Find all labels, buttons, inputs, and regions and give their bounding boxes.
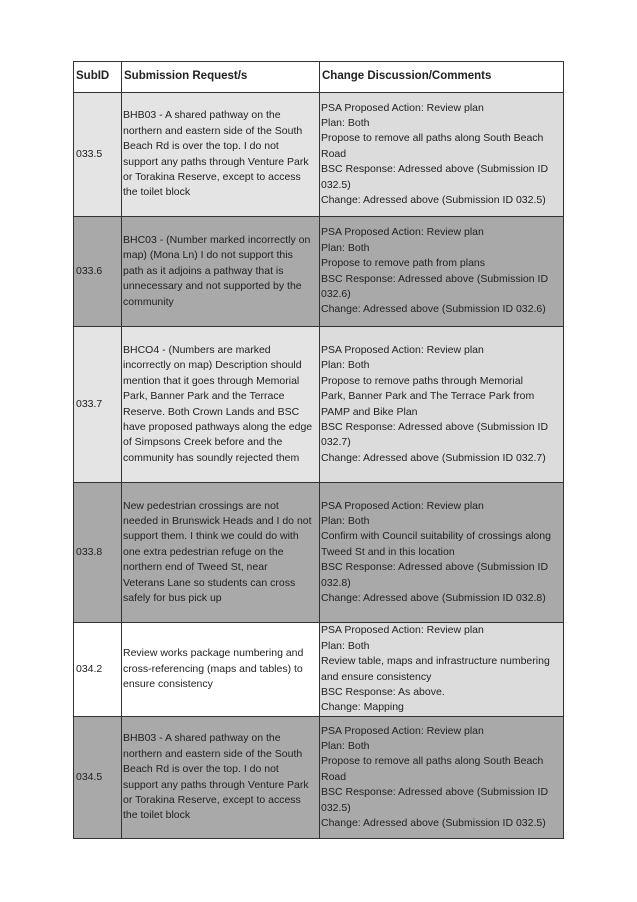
sub-id-cell: 033.5 xyxy=(74,93,122,217)
change-cell: PSA Proposed Action: Review plan Plan: Both Propose to remove path from plans BSC Response: Adressed above (Submission ID 032.6) Change: Adressed above (Submission ID 032.6) xyxy=(320,217,564,327)
sub-id-cell: 034.5 xyxy=(74,717,122,839)
header-submission-request: Submission Request/s xyxy=(122,62,320,93)
table-row xyxy=(74,717,564,839)
submissions-table xyxy=(73,61,564,839)
change-cell: PSA Proposed Action: Review plan Plan: Both Confirm with Council suitability of crossings along Tweed St and in this location BSC Response: Adressed above (Submission ID 032.8) Change: Adressed above (Submission ID 032.8) xyxy=(320,483,564,623)
table-row xyxy=(74,327,564,483)
table-row xyxy=(74,483,564,623)
header-change-discussion: Change Discussion/Comments xyxy=(320,62,564,93)
table-header-row xyxy=(74,62,564,93)
sub-id-cell: 034.2 xyxy=(74,623,122,717)
request-cell: BHCO4 - (Numbers are marked incorrectly on map) Description should mention that it goes through Memorial Park, Banner Park and the Terrace Reserve. Both Crown Lands and BSC have proposed pathways along the edge of Simpsons Creek before and the community has soundly rejected them xyxy=(122,327,320,483)
request-cell: BHC03 - (Number marked incorrectly on map) (Mona Ln) I do not support this path as it adjoins a pathway that is unnecessary and not supported by the community xyxy=(122,217,320,327)
table-row xyxy=(74,93,564,217)
table-row xyxy=(74,623,564,717)
request-cell: New pedestrian crossings are not needed in Brunswick Heads and I do not support them. I think we could do with one extra pedestrian refuge on the northern end of Tweed St, near Veterans Lane so students can cross safely for bus pick up xyxy=(122,483,320,623)
header-subid: SubID xyxy=(74,62,122,93)
request-cell: Review works package numbering and cross-referencing (maps and tables) to ensure consistency xyxy=(122,623,320,717)
change-cell: PSA Proposed Action: Review plan Plan: Both Propose to remove paths through Memorial Park, Banner Park and The Terrace Park from PAMP and Bike Plan BSC Response: Adressed above (Submission ID 032.7) Change: Adressed above (Submission ID 032.7) xyxy=(320,327,564,483)
sub-id-cell: 033.6 xyxy=(74,217,122,327)
table-row xyxy=(74,217,564,327)
request-cell: BHB03 - A shared pathway on the northern and eastern side of the South Beach Rd is over the top. I do not support any paths through Venture Park or Torakina Reserve, except to access the toilet block xyxy=(122,717,320,839)
change-cell: PSA Proposed Action: Review plan Plan: Both Propose to remove all paths along South Beach Road BSC Response: Adressed above (Submission ID 032.5) Change: Adressed above (Submission ID 032.5) xyxy=(320,93,564,217)
sub-id-cell: 033.8 xyxy=(74,483,122,623)
change-cell: PSA Proposed Action: Review plan Plan: Both Review table, maps and infrastructure numbering and ensure consistency BSC Response: As above. Change: Mapping xyxy=(320,623,564,717)
request-cell: BHB03 - A shared pathway on the northern and eastern side of the South Beach Rd is over the top. I do not support any paths through Venture Park or Torakina Reserve, except to access the toilet block xyxy=(122,93,320,217)
change-cell: PSA Proposed Action: Review plan Plan: Both Propose to remove all paths along South Beach Road BSC Response: Adressed above (Submission ID 032.5) Change: Adressed above (Submission ID 032.5) xyxy=(320,717,564,839)
sub-id-cell: 033.7 xyxy=(74,327,122,483)
